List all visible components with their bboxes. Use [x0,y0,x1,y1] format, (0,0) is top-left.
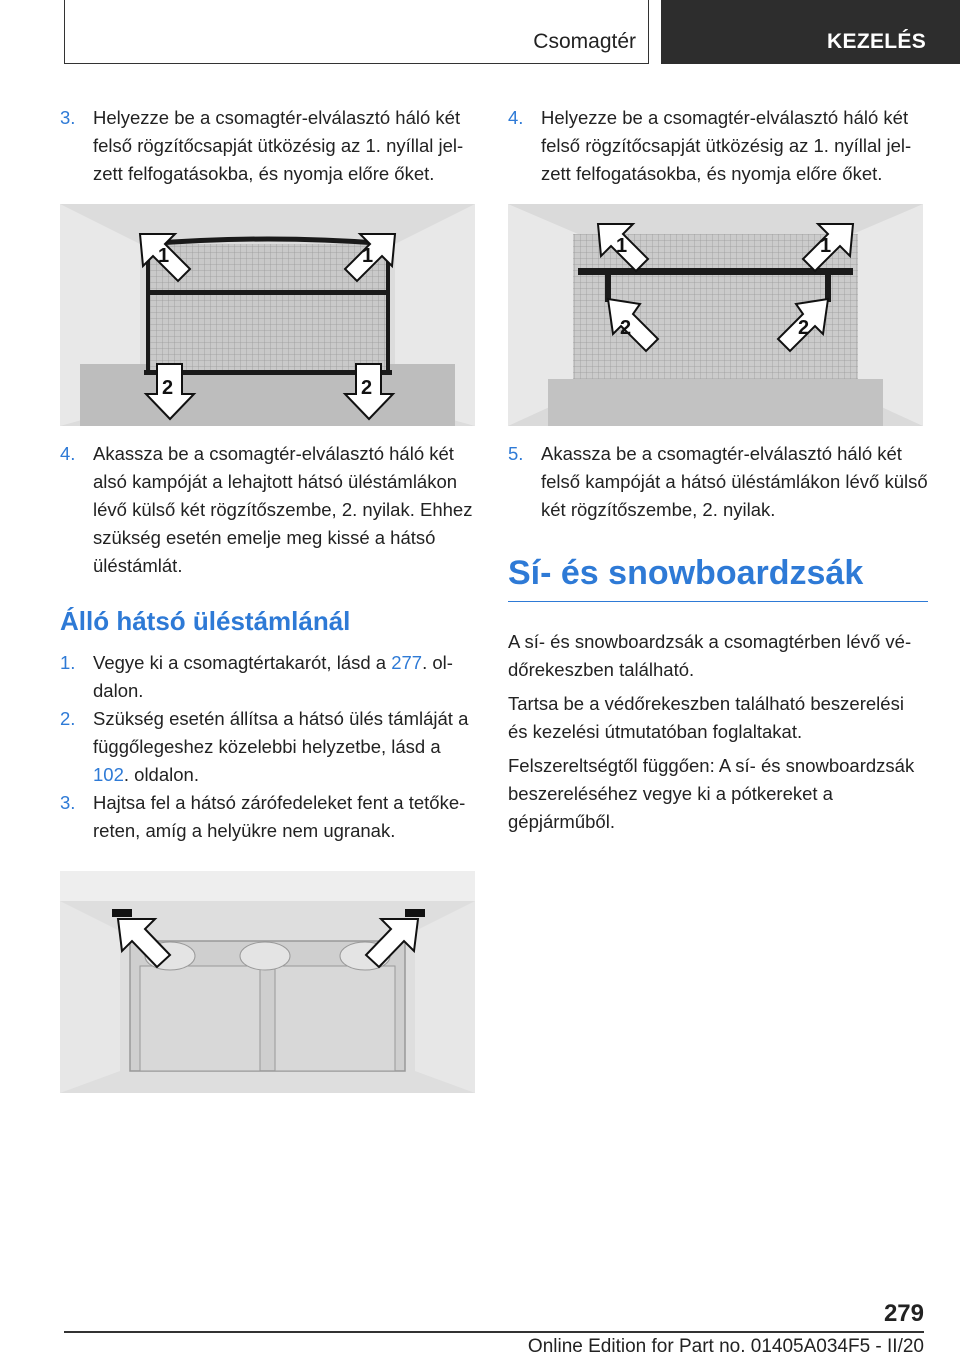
step-text-pre: Vegye ki a csomagtértakarót, lásd a [93,652,392,673]
step-text: Helyezze be a csomagtér-elválasztó háló két felső rögzítőcsapját ütközésig az 1. nyíllal jelzett felfogatásokba, és nyomja előre őket. [93,107,464,184]
step-5-right [508,440,928,524]
step-text-pre: Szükség esetén állítsa a hátsó ülés támláját a függőlegeshez közelebbi helyzetbe, lásd a [93,708,469,757]
substep-2 [60,705,480,789]
step-text: Akassza be a csomagtér-elválasztó háló két alsó kampóját a lehajtott hátsó üléstámlákon lévő külső két rögzítőszembe, 2. nyilak. Ehhez szükség esetén emelje meg kissé a hátsó üléstámlát. [93,443,473,576]
step-3 [60,104,480,188]
footer-divider [64,1331,924,1333]
section-heading-ski-bag: Sí- és snowboardzsák [508,554,928,602]
fig1-label-2a: 2 [162,377,174,399]
step-text: Akassza be a csomagtér-elválasztó háló két felső kampóját a hátsó üléstámlákon lévő külső két rögzítőszembe, 2. nyilak. [541,443,928,520]
paragraph-ski-bag-location: A sí- és snowboardzsák a csomagtérben lévő védőrekeszben található. [508,631,912,680]
fig2-label-1b: 1 [820,235,832,257]
roof-cap-illustration [60,871,475,1093]
step-number: 1. [60,652,76,673]
substep-3 [60,789,480,845]
step-text: Helyezze be a csomagtér-elválasztó háló két felső rögzítőcsapját ütközésig az 1. nyíllal jelzett felfogatásokba, és nyomja előre őket. [541,107,912,184]
cargo-net-upright-illustration [508,204,923,426]
fig1-label-1b: 1 [362,245,374,267]
step-number: 2. [60,708,76,729]
step-number: 4. [60,443,76,464]
cargo-net-illustration [60,204,475,426]
header-section-box [64,0,649,64]
paragraph-ski-bag-instructions: Tartsa be a védőrekeszben található beszerelési és kezelési útmutatóban foglaltakat. [508,693,904,742]
fig2-label-2a: 2 [620,317,632,339]
step-text-post: . oldalon. [93,652,453,701]
step-text [93,705,480,789]
footer-edition: Online Edition for Part no. 01405A034F5 - II/20 [527,1336,924,1357]
paragraph-ski-bag-spare-wheel: Felszereltségtől függően: A sí- és snowboardzsák beszereléséhez vegye ki a pótkereket a gépjárműből. [508,755,915,832]
step-number: 3. [60,107,76,128]
figure-net-rear-seats-upright [508,204,923,426]
chapter-tab[interactable] [661,0,960,64]
step-text: Hajtsa fel a hátsó zárófedeleket fent a tetőkereten, amíg a helyükre nem ugranak. [93,792,466,841]
right-column [508,104,928,842]
chapter-tab-label: KEZELÉS [827,30,926,53]
fig1-label-2b: 2 [361,377,373,399]
left-column [60,104,480,1107]
fig2-label-2b: 2 [798,317,810,339]
step-4 [60,440,480,580]
figure-net-rear-seats-folded [60,204,475,426]
fig1-label-1a: 1 [158,245,170,267]
figure-roof-caps [60,871,475,1093]
step-number: 4. [508,107,524,128]
section-title: Csomagtér [533,30,636,53]
step-number: 3. [60,792,76,813]
section-heading-upright-seat: Álló hátsó üléstámlánál [60,606,351,636]
fig2-label-1a: 1 [616,235,628,257]
page-link-102[interactable]: 102 [93,764,124,785]
page-number: 279 [883,1300,924,1327]
step-number: 5. [508,443,524,464]
step-4-right [508,104,928,188]
substep-1 [60,649,480,705]
page-link-277[interactable]: 277 [391,652,423,673]
step-text [93,649,480,705]
step-text-post: . oldalon. [123,764,199,785]
